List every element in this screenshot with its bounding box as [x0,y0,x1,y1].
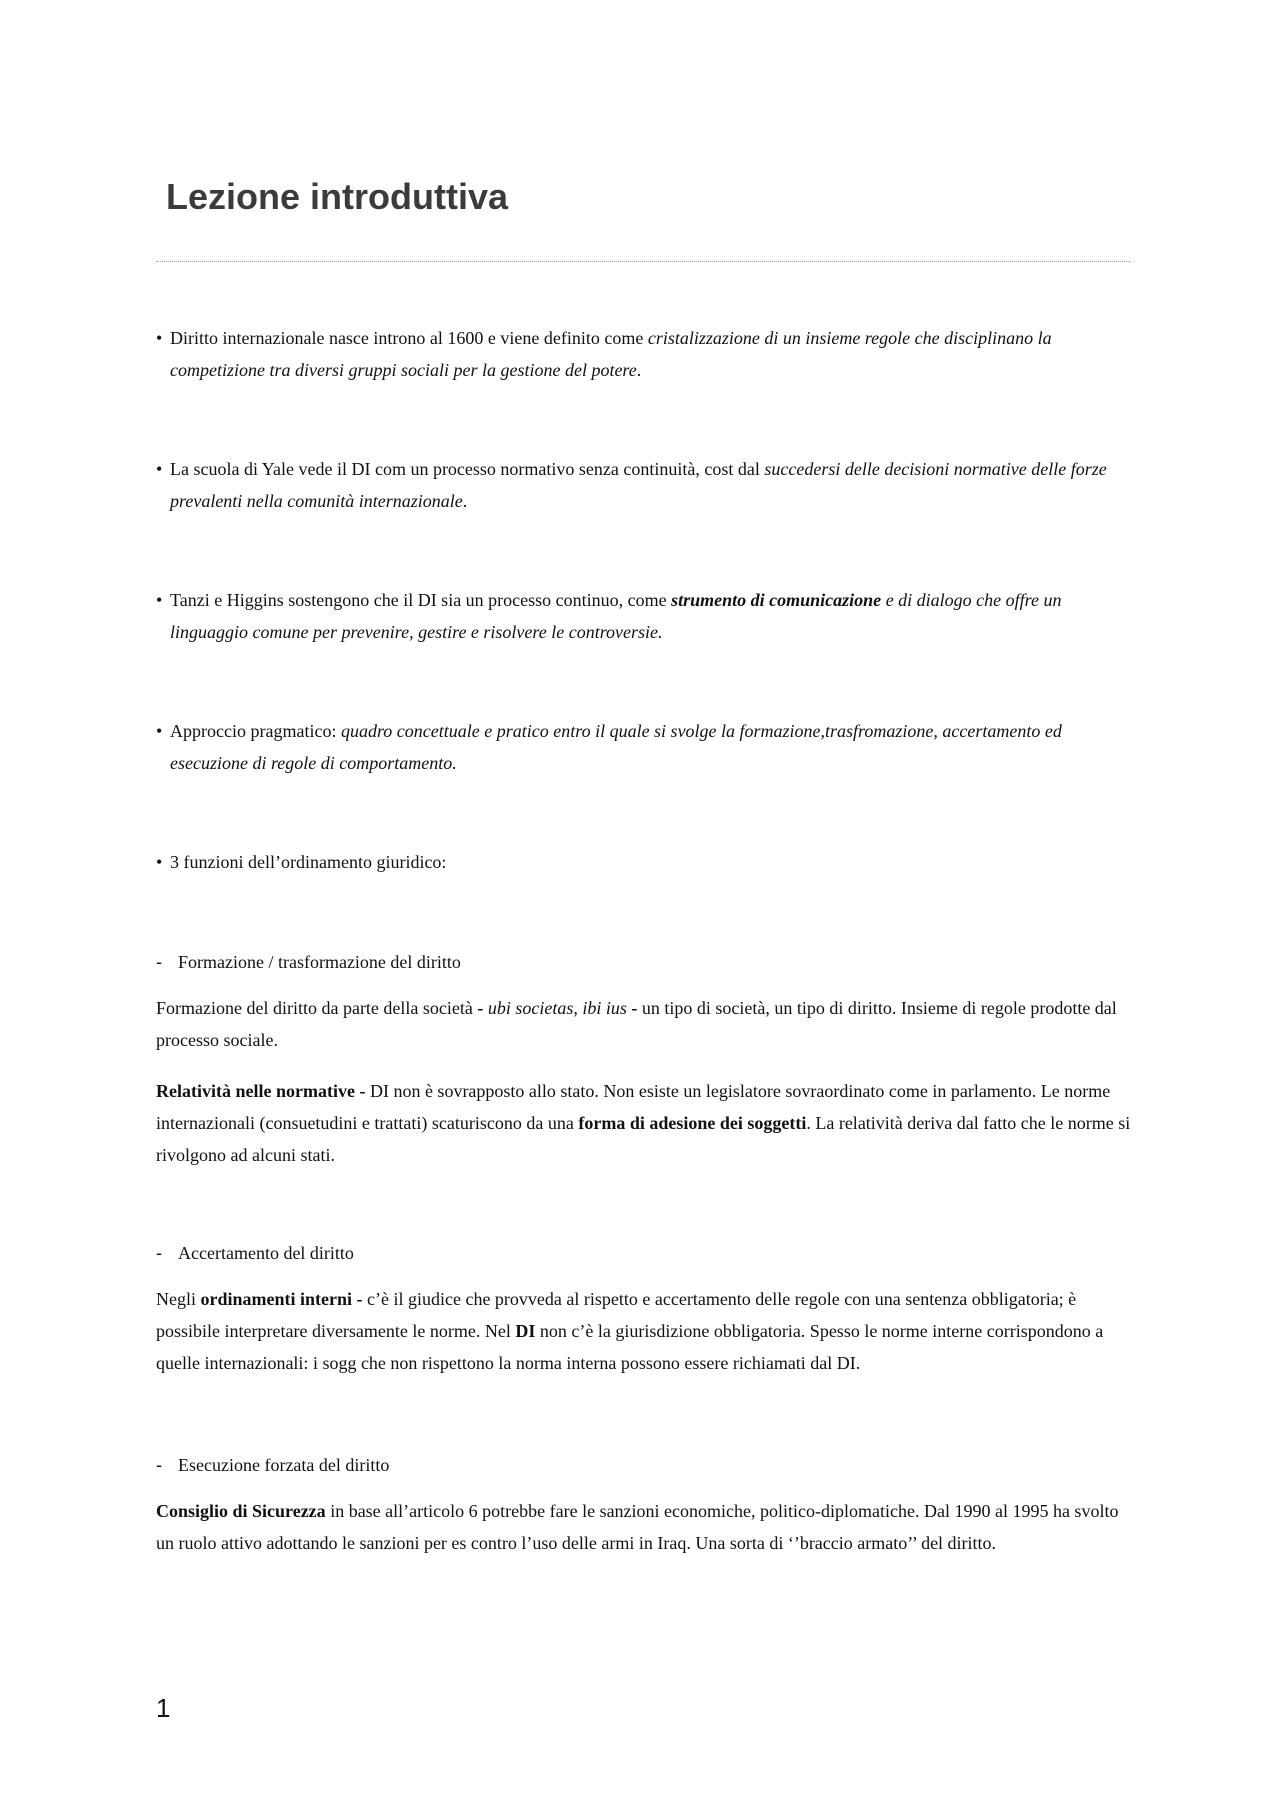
paragraph-esecuzione [156,1495,1136,1559]
bold-span: DI [515,1321,536,1341]
bullet-item-origin [156,322,1136,386]
text-span: . La relatività deriva dal fatto che le norme si rivolgono ad alcuni stati. [156,1113,1131,1165]
bullet-icon: • [156,590,163,610]
section-heading-accertamento [156,1237,1136,1269]
paragraph-formazione [156,992,1136,1056]
bullet-item-functions [156,846,1136,878]
bold-span: - [477,998,484,1018]
italic-span: e di dialogo che offre un linguaggio comune per prevenire, gestire e risolvere le controversie. [170,590,1062,642]
section-heading-formazione [156,946,1136,978]
bullet-icon: • [156,328,163,348]
dash-icon: - [156,952,162,972]
title-divider [156,261,1131,262]
text-span: . [636,360,642,380]
paragraph-accertamento [156,1283,1136,1379]
text-span: . [462,491,468,511]
italic-span: ubi societas, ibi ius [483,998,632,1018]
section-heading-text: Formazione / trasformazione del diritto [178,952,461,972]
bold-span: ordinamenti interni - [200,1289,363,1309]
text-span: c’è il giudice che provveda al rispetto e accertamento delle regole con una sentenza obbligatoria; è possibile interpretare diversamente le norme. Nel [156,1289,1077,1341]
bullet-text [170,584,1136,648]
section-heading-text: Accertamento del diritto [178,1243,354,1263]
bullet-icon: • [156,459,163,479]
bullet-item-yale [156,453,1136,517]
dash-icon: - [156,1455,162,1475]
bold-span: Relatività nelle normative - [156,1081,366,1101]
bullet-item-tanzi-higgins [156,584,1136,648]
text-span: Approccio pragmatico: [170,721,341,741]
text-span: Tanzi e Higgins sostengono che il DI sia un processo continuo, come [170,590,672,610]
italic-span: cristalizzazione di un insieme regole che disciplinano la competizione tra diversi gruppi sociali per la gestione del potere [170,328,1052,380]
italic-span: succedersi delle decisioni normative delle forze prevalenti nella comunità internazionale [170,459,1107,511]
bold-italic-span: strumento di comunicazione [671,590,882,610]
italic-span: quadro concettuale e pratico entro il quale si svolge la formazione,trasfromazione, accertamento ed esecuzione di regole di comportamento. [170,721,1062,773]
text-span: non c’è la giurisdizione obbligatoria. Spesso le norme interne corrispondono a quelle internazionali: i sogg che non rispettono la norma interna possono essere richiamati dal DI. [156,1321,1104,1373]
dash-icon: - [156,1243,162,1263]
bullet-text [170,715,1136,779]
paragraph-relativita [156,1075,1136,1171]
bullet-text [170,453,1136,517]
bold-span: forma di adesione dei soggetti [578,1113,807,1133]
section-heading-text: Esecuzione forzata del diritto [178,1455,390,1475]
bullet-icon: • [156,721,163,741]
page-number: 1 [156,1693,171,1723]
bullet-icon: • [156,852,163,872]
bullet-text: 3 funzioni dell’ordinamento giuridico: [170,852,447,872]
text-span: La scuola di Yale vede il DI com un processo normativo senza continuità, cost dal [170,459,765,479]
text-span: DI non è sovrapposto allo stato. Non esiste un legislatore sovraordinato come in parlamento. Le norme internazionali (consuetudini e trattati) scaturiscono da una [156,1081,1111,1133]
text-span: Diritto internazionale nasce introno al 1600 e viene definito come [170,328,648,348]
bullet-text [170,322,1136,386]
bold-span: Consiglio di Sicurezza [156,1501,326,1521]
page-title: Lezione introduttiva [166,176,508,217]
section-heading-esecuzione [156,1449,1136,1481]
text-span: Formazione del diritto da parte della società [156,998,478,1018]
bold-span: - [631,998,638,1018]
bullet-item-pragmatic [156,715,1136,779]
text-span: Negli [156,1289,201,1309]
text-span: un tipo di società, un tipo di diritto. Insieme di regole prodotte dal processo sociale. [156,998,1117,1050]
text-span: in base all’articolo 6 potrebbe fare le sanzioni economiche, politico-diplomatiche. Dal 1990 al 1995 ha svolto un ruolo attivo adottando le sanzioni per es contro l’uso delle armi in Iraq. Una sorta di ‘’braccio armato’’ del diritto. [156,1501,1119,1553]
